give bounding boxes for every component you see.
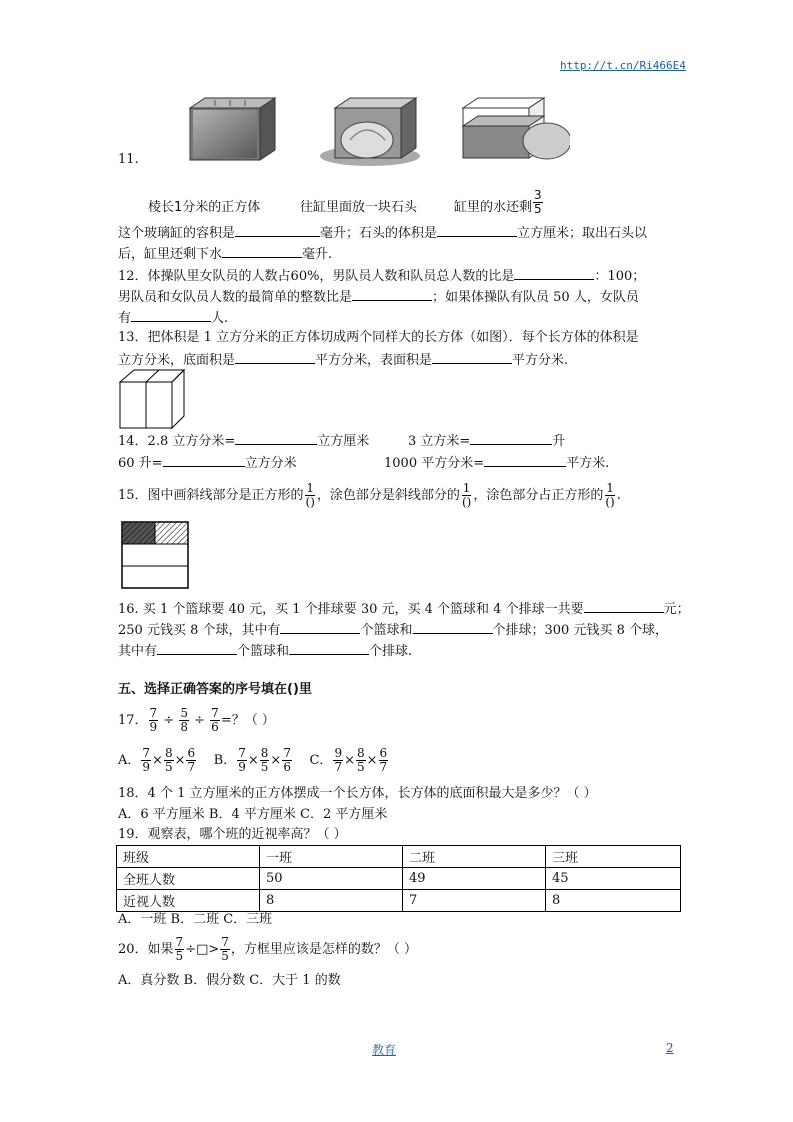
q16-line3: 其中有 个篮球和 个排球.: [118, 640, 412, 662]
q14-line2b: 1000 平方分米= 平方米.: [384, 452, 609, 474]
table-cell: 50: [260, 868, 403, 890]
table-cell: 二班: [403, 846, 546, 868]
caption-3: 缸里的水还剩 $\frac{3}{5}$: [454, 188, 542, 216]
q20-options[interactable]: A．真分数 B．假分数 C．大于 1 的数: [118, 973, 341, 988]
q19-table: [116, 845, 681, 912]
q17-option-b[interactable]: B． $\frac{7}{9}$ × $\frac{8}{5}$ × $\frac{7}{6}$: [213, 746, 291, 774]
table-cell: 45: [546, 868, 681, 890]
q11-number: 11.: [118, 152, 139, 167]
q12-line1: 12．体操队里女队员的人数占60%，男队员人数和队员总人数的比是 ：100；: [118, 265, 645, 287]
table-cell: 49: [403, 868, 546, 890]
q11-line1: 这个玻璃缸的容积是 毫升；石头的体积是 立方厘米；取出石头以: [118, 222, 647, 244]
q15-square-figure: [121, 521, 191, 589]
table-row: [117, 846, 681, 868]
caption-2: 往缸里面放一块石头: [300, 200, 418, 215]
table-cell: 全班人数: [117, 868, 260, 890]
page-number-link[interactable]: 2: [666, 1041, 674, 1055]
q13-line1: 13．把体积是 1 立方分米的正方体切成两个同样大的长方体（如图）．每个长方体的体积是: [118, 330, 639, 345]
q12-line3: 有 人.: [118, 307, 228, 329]
table-cell: 7: [403, 890, 546, 912]
cube-stone-icon: [320, 98, 420, 166]
table-row: [117, 890, 681, 912]
header-link[interactable]: http://t.cn/Ri466E4: [560, 59, 686, 72]
table-cell: 8: [260, 890, 403, 912]
q17-option-a[interactable]: A． $\frac{7}{9}$ × $\frac{8}{5}$ × $\frac{6}{7}$: [118, 746, 196, 774]
cube-full-icon: [190, 98, 275, 160]
q14-line2: 60 升= 立方分米: [118, 452, 297, 474]
q12-line2: 男队员和女队员人数的最简单的整数比是 ；如果体操队有队员 50 人，女队员: [118, 286, 639, 308]
q18-question: 18．4 个 1 立方厘米的正方体摆成一个长方体，长方体的底面积最大是多少？（ ）: [118, 786, 597, 801]
cube-remaining-icon: [463, 98, 570, 159]
page-number[interactable]: [666, 1041, 674, 1055]
footer-link[interactable]: 教育: [372, 1043, 397, 1057]
q15-line: 15．图中画斜线部分是正方形的 $\frac{1}{()}$ ，涂色部分是斜线部分的 $\frac{1}{()}$ ，涂色部分占正方形的 $\frac{1}{()}$ .: [118, 481, 621, 509]
table-cell: 8: [546, 890, 681, 912]
q19-options[interactable]: A．一班 B．二班 C．三班: [118, 912, 273, 927]
q16-line2: 250 元钱买 8 个球，其中有 个篮球和 个排球；300 元钱买 8 个球，: [118, 619, 668, 641]
table-cell: 班级: [117, 846, 260, 868]
table-cell: 一班: [260, 846, 403, 868]
footer-center[interactable]: [372, 1041, 396, 1058]
q14-line1b: 3 立方米= 升: [408, 430, 565, 452]
q14-line1: 14．2.8 立方分米= 立方厘米: [118, 430, 369, 452]
q19-question: 19．观察表，哪个班的近视率高？（ ）: [118, 827, 347, 842]
q17-options: [118, 746, 389, 776]
table-cell: 三班: [546, 846, 681, 868]
q13-line2: 立方分米，底面积是 平方分米，表面积是 平方分米.: [118, 349, 568, 371]
q13-cube-figure: [118, 368, 188, 430]
q11-line2: 后，缸里还剩下水 毫升.: [118, 243, 332, 265]
table-row: [117, 868, 681, 890]
q17-question: 17． $\frac{7}{9}$ ÷ $\frac{5}{8}$ ÷ $\frac{7}{6}$ =？（ ）: [118, 706, 275, 734]
q17-option-c[interactable]: C． $\frac{9}{7}$ × $\frac{8}{5}$ × $\frac{6}{7}$: [309, 746, 388, 774]
q16-line1: 16. 买 1 个篮球要 40 元，买 1 个排球要 30 元，买 4 个篮球和 4 个排球一共要 元；: [118, 598, 690, 620]
caption-1: 棱长1分米的正方体: [148, 200, 261, 215]
table-cell: 近视人数: [117, 890, 260, 912]
q18-options[interactable]: A．6 平方厘米 B．4 平方厘米 C．2 平方厘米: [118, 807, 388, 822]
header-url[interactable]: [560, 58, 686, 73]
q20-question: 20．如果 $\frac{7}{5}$ ÷□> $\frac{7}{5}$ ，方框里应该是怎样的数？（ ）: [118, 935, 418, 963]
section5-title: 五、选择正确答案的序号填在()里: [118, 682, 312, 697]
